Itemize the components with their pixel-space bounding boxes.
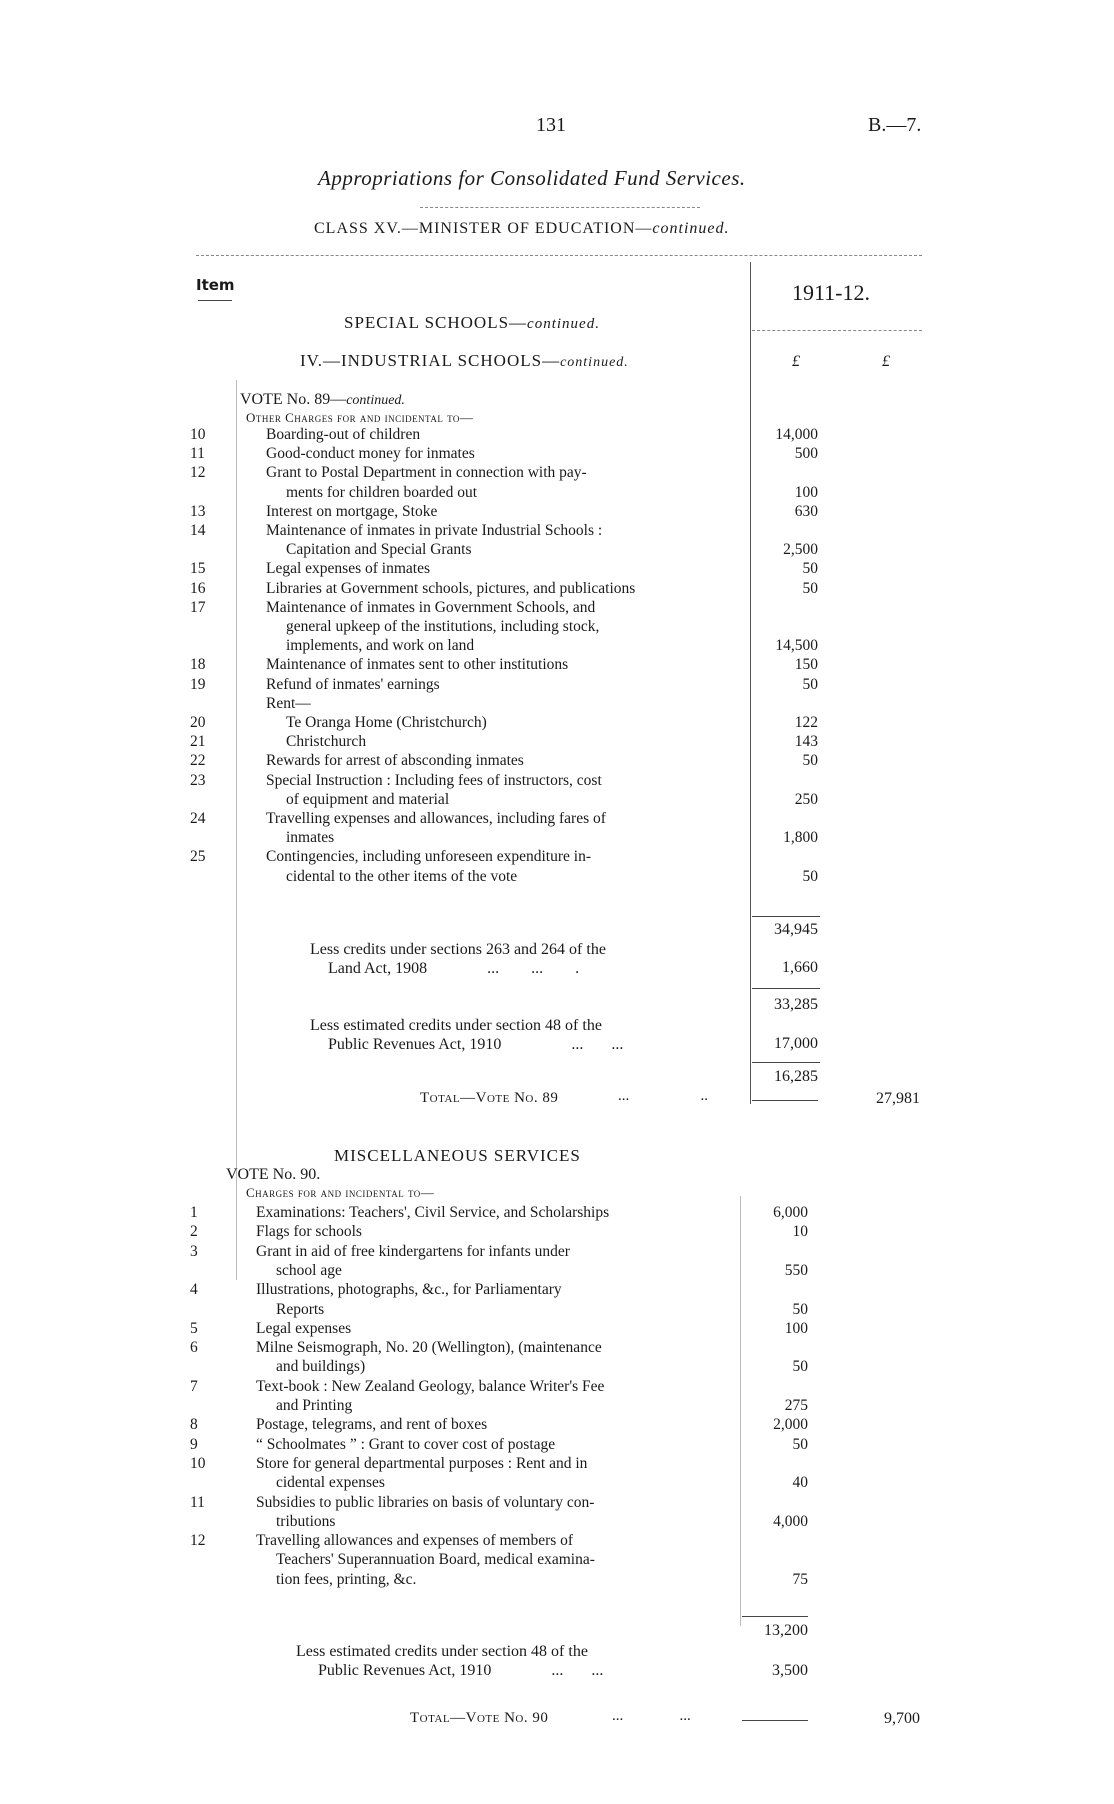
item-description: Capitation and Special Grants <box>286 541 472 559</box>
header-rule <box>196 255 922 256</box>
subtotal1-amount: 34,945 <box>774 921 818 938</box>
table-row <box>0 1280 1114 1299</box>
item-description: school age <box>276 1261 342 1279</box>
item-number: 23 <box>190 771 206 789</box>
item-number: 11 <box>190 1493 205 1511</box>
item-description: cidental to the other items of the vote <box>286 867 518 885</box>
item-description: Grant to Postal Department in connection with pay- <box>266 464 587 482</box>
table-row <box>0 1415 1114 1434</box>
item-number: 3 <box>190 1242 198 1260</box>
charges-label: Charges for and incidental to— <box>246 1185 435 1200</box>
vote-89-heading <box>240 391 405 409</box>
table-row <box>0 1454 1114 1473</box>
total-vote-89-dots: ... .. <box>618 1088 708 1104</box>
item-description: Boarding-out of children <box>266 426 421 443</box>
item-description: Special Instruction : Including fees of instructors, cost <box>266 771 602 789</box>
item-amount: 50 <box>802 579 818 597</box>
less-credits-public-revenues <box>310 1016 623 1054</box>
total-vote-89-rule <box>752 1100 818 1101</box>
amount-column-rule-2 <box>740 1196 741 1626</box>
table-row <box>0 1242 1114 1261</box>
item-description: and Printing <box>276 1397 353 1414</box>
special-schools-cont: continued. <box>527 316 600 332</box>
item-number: 12 <box>190 1532 206 1550</box>
item-amount: 50 <box>802 560 818 578</box>
currency-col2: £ <box>882 353 890 370</box>
year-rule <box>752 330 922 331</box>
item-number: 14 <box>190 522 206 539</box>
item-number: 6 <box>190 1339 198 1357</box>
item-number: 11 <box>190 445 205 463</box>
section2-subtotal: 13,200 <box>764 1622 808 1639</box>
item-description: Christchurch <box>286 733 367 751</box>
table-row <box>0 828 1114 847</box>
item-number: 20 <box>190 714 206 731</box>
table-row <box>0 790 1114 809</box>
table-row <box>0 847 1114 866</box>
item-number: 17 <box>190 598 206 616</box>
table-row <box>0 1512 1114 1531</box>
table-row <box>0 1338 1114 1357</box>
table-row <box>0 867 1114 886</box>
item-description: Legal expenses <box>256 1319 352 1337</box>
item-column-header: Item <box>196 276 235 294</box>
class-heading-text: CLASS XV.—MINISTER OF EDUCATION— <box>314 220 653 237</box>
item-number: 12 <box>190 464 206 482</box>
less-credits-land-act <box>310 940 606 978</box>
item-amount: 14,500 <box>775 637 818 655</box>
item-number: 1 <box>190 1204 198 1221</box>
total-vote-89-label: Total—Vote No. 89 <box>420 1090 559 1106</box>
industrial-schools-heading <box>300 351 629 371</box>
item-description: Travelling allowances and expenses of members of <box>256 1532 574 1550</box>
item-amount: 550 <box>784 1261 808 1279</box>
table-row <box>0 675 1114 694</box>
table-row <box>0 1493 1114 1512</box>
subtotal2-rule <box>752 988 820 989</box>
item-amount: 50 <box>802 752 818 770</box>
item-number: 5 <box>190 1319 198 1337</box>
item-amount: 4,000 <box>773 1512 808 1530</box>
item-description: Legal expenses of inmates <box>266 560 430 578</box>
item-amount: 50 <box>802 675 818 693</box>
table-row <box>0 732 1114 751</box>
item-number: 10 <box>190 1454 206 1472</box>
item-description: ments for children boarded out <box>286 483 478 501</box>
item-amount: 10 <box>792 1223 808 1241</box>
table-row <box>0 1261 1114 1280</box>
item-amount: 1,800 <box>783 829 818 847</box>
table-row <box>0 713 1114 732</box>
item-description: Libraries at Government schools, pictures, and publications <box>266 579 636 597</box>
table-row <box>0 1222 1114 1241</box>
item-description: general upkeep of the institutions, including stock, <box>286 618 600 635</box>
item-number: 24 <box>190 810 206 827</box>
table-row <box>0 1396 1114 1415</box>
less2-amount: 17,000 <box>774 1035 818 1052</box>
item-number: 25 <box>190 848 206 866</box>
special-schools-text: SPECIAL SCHOOLS— <box>344 313 528 332</box>
item-amount: 2,000 <box>773 1416 808 1434</box>
item-description: Refund of inmates' earnings <box>266 675 440 693</box>
year-header: 1911-12. <box>792 280 871 305</box>
table-row <box>0 483 1114 502</box>
total-vote-89-amount: 27,981 <box>876 1090 920 1107</box>
item-description: and buildings) <box>276 1358 366 1376</box>
item-description: Subsidies to public libraries on basis of voluntary con- <box>256 1493 595 1511</box>
item-description: Teachers' Superannuation Board, medical examina- <box>276 1551 595 1569</box>
item-amount: 250 <box>794 790 818 808</box>
table-row <box>0 751 1114 770</box>
item-description: Te Oranga Home (Christchurch) <box>286 714 487 731</box>
special-schools-heading <box>344 313 600 333</box>
item-description: cidental expenses <box>276 1474 385 1492</box>
item-description: of equipment and material <box>286 790 450 808</box>
table-row <box>0 1531 1114 1550</box>
item-amount: 100 <box>784 1319 808 1337</box>
industrial-schools-text: IV.—INDUSTRIAL SCHOOLS— <box>300 351 561 370</box>
item-amount: 630 <box>794 502 818 520</box>
item-description: tion fees, printing, &c. <box>276 1570 417 1588</box>
table-row <box>0 521 1114 540</box>
item-description: Travelling expenses and allowances, including fares of <box>266 810 606 827</box>
page-title: Appropriations for Consolidated Fund Services. <box>318 166 746 190</box>
item-number: 19 <box>190 675 206 693</box>
item-amount: 50 <box>802 867 818 885</box>
table-row <box>0 598 1114 617</box>
item-description: Store for general departmental purposes : Rent and in <box>256 1454 588 1472</box>
table-row <box>0 636 1114 655</box>
misc-services-heading: MISCELLANEOUS SERVICES <box>334 1146 581 1165</box>
item-number: 8 <box>190 1416 198 1434</box>
item-description: Contingencies, including unforeseen expenditure in- <box>266 848 591 866</box>
total-vote-90-amount: 9,700 <box>884 1710 920 1727</box>
item-amount: 6,000 <box>773 1204 808 1221</box>
item-amount: 50 <box>792 1435 808 1453</box>
item-description: Maintenance of inmates in private Industrial Schools : <box>266 522 603 539</box>
table-row <box>0 425 1114 444</box>
item-description: Examinations: Teachers', Civil Service, and Scholarships <box>256 1204 610 1221</box>
less1-amount: 1,660 <box>782 959 818 976</box>
item-amount: 75 <box>792 1570 808 1588</box>
table-row <box>0 694 1114 713</box>
other-charges-label: Other Charges for and incidental to— <box>246 410 474 425</box>
item-amount: 143 <box>794 733 818 751</box>
item-amount: 40 <box>792 1474 808 1492</box>
less-credits-misc-line2: Public Revenues Act, 1910 ... ... <box>318 1662 604 1679</box>
item-number: 18 <box>190 656 206 674</box>
item-amount: 50 <box>792 1358 808 1376</box>
item-description: tributions <box>276 1512 336 1530</box>
subtotal2-amount: 33,285 <box>774 996 818 1013</box>
item-number: 7 <box>190 1377 198 1395</box>
total-vote-90-dots: ... ... <box>612 1708 691 1724</box>
table-row <box>0 1473 1114 1492</box>
less-credits-land-act-line1: Less credits under sections 263 and 264 of the <box>310 941 606 958</box>
table-row <box>0 1357 1114 1376</box>
industrial-schools-cont: continued. <box>560 355 629 370</box>
net-rule <box>752 1062 820 1063</box>
item-description: Flags for schools <box>256 1223 362 1241</box>
vote-89-cont: continued. <box>346 393 405 408</box>
item-description: Maintenance of inmates in Government Schools, and <box>266 598 596 616</box>
item-description: Postage, telegrams, and rent of boxes <box>256 1416 488 1434</box>
item-description: implements, and work on land <box>286 637 475 655</box>
item-description: Reports <box>276 1300 325 1318</box>
item-description: “ Schoolmates ” : Grant to cover cost of postage <box>256 1435 556 1453</box>
less-credits-pr-line1: Less estimated credits under section 48 of the <box>310 1017 602 1034</box>
table-row <box>0 463 1114 482</box>
item-number: 2 <box>190 1223 198 1241</box>
item-description: Text-book : New Zealand Geology, balance Writer's Fee <box>256 1377 605 1395</box>
less-credits-pr-line2: Public Revenues Act, 1910 ... ... <box>328 1036 624 1053</box>
table-row <box>0 502 1114 521</box>
section2-less-amount: 3,500 <box>772 1662 808 1679</box>
vote-90-heading: VOTE No. 90. <box>226 1166 321 1183</box>
less-credits-misc <box>296 1642 603 1680</box>
document-reference: B.—7. <box>868 114 922 136</box>
table-row <box>0 1435 1114 1454</box>
currency-col1: £ <box>792 353 800 370</box>
table-row <box>0 1550 1114 1569</box>
item-number: 13 <box>190 502 206 520</box>
item-number: 10 <box>190 426 206 443</box>
item-description: Maintenance of inmates sent to other institutions <box>266 656 569 674</box>
subtotal-rule <box>742 1616 808 1617</box>
table-row <box>0 1377 1114 1396</box>
item-number: 16 <box>190 579 206 597</box>
table-row <box>0 1319 1114 1338</box>
item-number: 9 <box>190 1435 198 1453</box>
item-description: Rewards for arrest of absconding inmates <box>266 752 524 770</box>
item-amount: 100 <box>794 483 818 501</box>
page-number: 131 <box>536 114 566 136</box>
class-heading <box>314 220 730 238</box>
item-description: Milne Seismograph, No. 20 (Wellington), (maintenance <box>256 1339 602 1357</box>
item-number: 21 <box>190 733 206 751</box>
item-amount: 2,500 <box>783 541 818 559</box>
item-number: 22 <box>190 752 206 770</box>
item-amount: 275 <box>784 1397 808 1414</box>
item-amount: 500 <box>794 445 818 463</box>
total-vote-90-rule <box>742 1720 808 1721</box>
title-rule <box>420 207 700 208</box>
item-description: inmates <box>286 829 335 847</box>
table-row <box>0 1203 1114 1222</box>
item-description: Illustrations, photographs, &c., for Parliamentary <box>256 1281 562 1299</box>
table-row <box>0 771 1114 790</box>
item-description: Good-conduct money for inmates <box>266 445 475 463</box>
net-amount: 16,285 <box>774 1068 818 1085</box>
item-number: 4 <box>190 1281 198 1299</box>
item-amount: 50 <box>792 1300 808 1318</box>
table-row <box>0 809 1114 828</box>
table-row <box>0 1570 1114 1589</box>
table-row <box>0 579 1114 598</box>
class-heading-cont: continued. <box>652 220 730 237</box>
item-underline <box>198 300 232 301</box>
table-row <box>0 1300 1114 1319</box>
item-description: Interest on mortgage, Stoke <box>266 502 438 520</box>
table-row <box>0 444 1114 463</box>
vote-89-text: VOTE No. 89— <box>240 391 347 408</box>
item-description: Grant in aid of free kindergartens for infants under <box>256 1242 570 1260</box>
table-row <box>0 559 1114 578</box>
subtotal1-rule <box>752 916 820 917</box>
item-amount: 14,000 <box>775 426 818 443</box>
item-amount: 150 <box>794 656 818 674</box>
table-row <box>0 655 1114 674</box>
total-vote-90-label: Total—Vote No. 90 <box>410 1710 549 1726</box>
table-row <box>0 617 1114 636</box>
item-description: Rent— <box>266 694 311 712</box>
item-amount: 122 <box>794 714 818 731</box>
less-credits-land-act-line2: Land Act, 1908 ... ... . <box>328 960 580 977</box>
less-credits-misc-line1: Less estimated credits under section 48 of the <box>296 1643 588 1660</box>
item-number: 15 <box>190 560 206 578</box>
table-row <box>0 540 1114 559</box>
